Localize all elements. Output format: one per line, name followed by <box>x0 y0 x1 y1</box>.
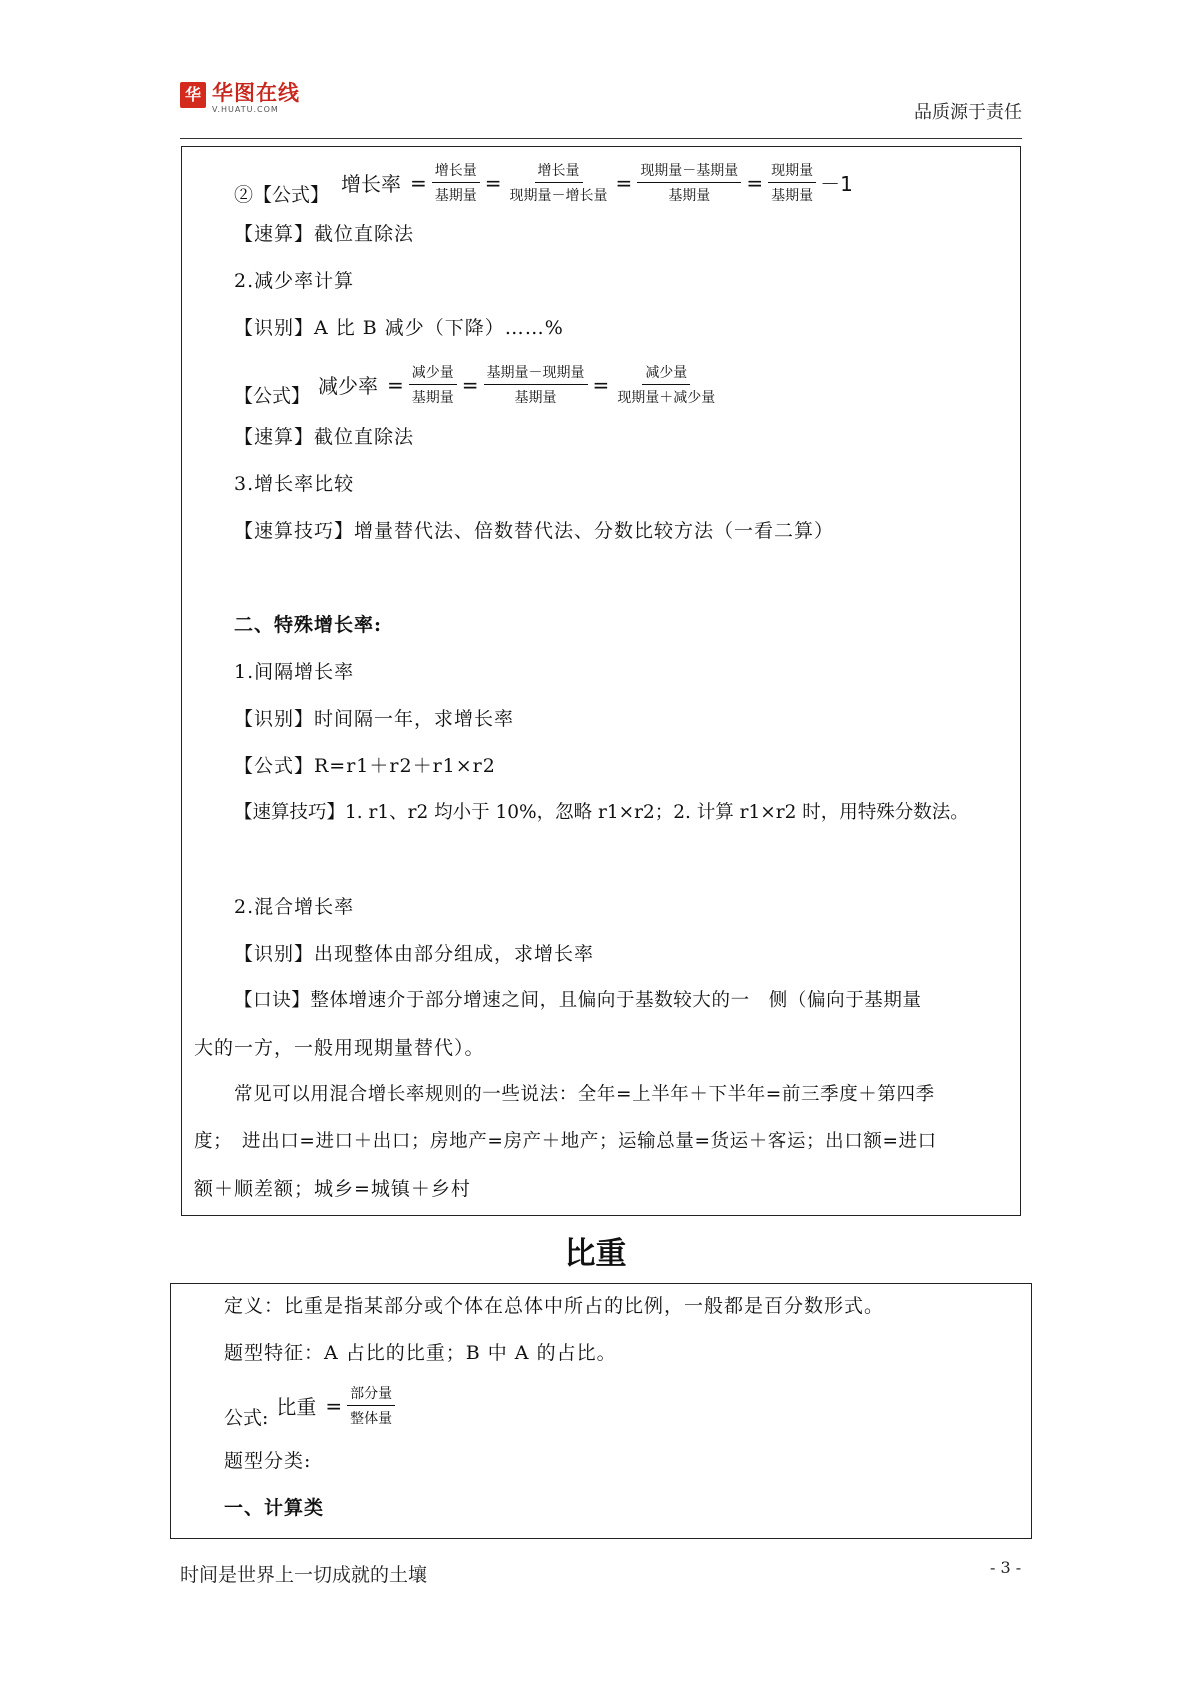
text-line: 【速算技巧】增量替代法、倍数替代法、分数比较方法（一看二算） <box>234 520 835 542</box>
text-line: 大的一方，一般用现期量替代）。 <box>194 1037 485 1059</box>
fraction <box>768 160 816 205</box>
formula-label: 公式: <box>224 1407 269 1429</box>
equals-sign: = <box>461 372 479 397</box>
equals-sign: = <box>615 170 633 195</box>
equals-sign: = <box>410 170 427 195</box>
section-heading: 二、特殊增长率: <box>234 614 383 636</box>
equals-sign: = <box>325 1393 343 1418</box>
numerator: 现期量 <box>768 160 816 183</box>
fraction <box>347 1383 395 1428</box>
denominator: 整体量 <box>350 1411 393 1427</box>
formula-proportion <box>224 1381 395 1430</box>
text-line: 【识别】时间隔一年，求增长率 <box>234 708 515 730</box>
equals-sign: = <box>387 372 404 397</box>
numerator: 增长量 <box>432 160 480 183</box>
section-heading: 一、计算类 <box>224 1497 325 1519</box>
text-line: 1.间隔增长率 <box>234 661 355 683</box>
numerator: 部分量 <box>347 1383 395 1406</box>
fraction <box>484 362 588 407</box>
formula-growth-rate <box>234 158 853 207</box>
formula-tail: －1 <box>820 172 853 196</box>
text-line: 【公式】R=r1＋r2＋r1×r2 <box>234 755 496 777</box>
text-line: 【识别】A 比 B 减少（下降）……% <box>234 317 564 339</box>
header-slogan: 品质源于责任 <box>914 102 1022 123</box>
formula-lhs: 减少率 <box>318 374 379 398</box>
page-header <box>180 82 1022 142</box>
page-number: - 3 - <box>990 1558 1022 1577</box>
fraction <box>507 160 611 205</box>
logo-name: 华图在线 <box>212 81 300 105</box>
formula-label: ②【公式】 <box>234 184 330 206</box>
fraction <box>409 362 457 407</box>
denominator: 基期量 <box>668 188 711 204</box>
text-line: 【速算】截位直除法 <box>234 426 415 448</box>
text-line: 额＋顺差额；城乡=城镇＋乡村 <box>194 1178 471 1200</box>
logo-url: V.HUATU.COM <box>212 105 279 114</box>
numerator: 减少量 <box>409 362 457 385</box>
text-line: 3.增长率比较 <box>234 473 355 495</box>
equals-sign: = <box>484 170 502 195</box>
denominator: 现期量＋减少量 <box>617 390 716 406</box>
formula-lhs: 增长率 <box>341 172 402 196</box>
denominator: 现期量－增长量 <box>509 188 608 204</box>
logo-text <box>212 82 300 114</box>
formula-label: 【公式】 <box>234 385 311 407</box>
equals-sign: = <box>592 372 610 397</box>
text-line: 题型分类: <box>224 1450 312 1472</box>
numerator: 增长量 <box>535 160 583 183</box>
denominator: 基期量 <box>411 390 454 406</box>
text-line: 【速算技巧】1. r1、r2 均小于 10%，忽略 r1×r2；2. 计算 r1×r2 时，用特殊分数法。 <box>234 802 969 823</box>
section-title: 比重 <box>564 1236 627 1272</box>
denominator: 基期量 <box>434 188 477 204</box>
text-line: 定义：比重是指某部分或个体在总体中所占的比例，一般都是百分数形式。 <box>224 1295 885 1317</box>
denominator: 基期量 <box>771 188 814 204</box>
text-line: 【速算】截位直除法 <box>234 223 415 245</box>
equals-sign: = <box>746 170 764 195</box>
text-line: 常见可以用混合增长率规则的一些说法：全年=上半年＋下半年=前三季度＋第四季 <box>234 1084 935 1105</box>
text-line: 度； 进出口=进口＋出口；房地产=房产＋地产；运输总量=货运＋客运；出口额=进口 <box>194 1131 937 1152</box>
text-line: 【识别】出现整体由部分组成，求增长率 <box>234 943 595 965</box>
text-line: 2.减少率计算 <box>234 270 355 292</box>
fraction <box>637 160 741 205</box>
huatu-logo <box>180 82 300 114</box>
numerator: 基期量－现期量 <box>484 362 588 385</box>
fraction <box>432 160 480 205</box>
text-line: 【口诀】整体增速介于部分增速之间，且偏向于基数较大的一 侧（偏向于基期量 <box>234 990 922 1011</box>
formula-lhs: 比重 <box>276 1395 317 1419</box>
formula-decrease-rate <box>234 361 718 408</box>
numerator: 减少量 <box>642 362 690 385</box>
text-line: 2.混合增长率 <box>234 896 355 918</box>
logo-icon: 华 <box>180 82 206 108</box>
numerator: 现期量－基期量 <box>637 160 741 183</box>
text-line: 题型特征：A 占比的比重；B 中 A 的占比。 <box>224 1342 617 1364</box>
fraction <box>614 362 718 407</box>
header-divider <box>180 138 1022 139</box>
footer-motto: 时间是世界上一切成就的土壤 <box>180 1564 428 1586</box>
denominator: 基期量 <box>514 390 557 406</box>
